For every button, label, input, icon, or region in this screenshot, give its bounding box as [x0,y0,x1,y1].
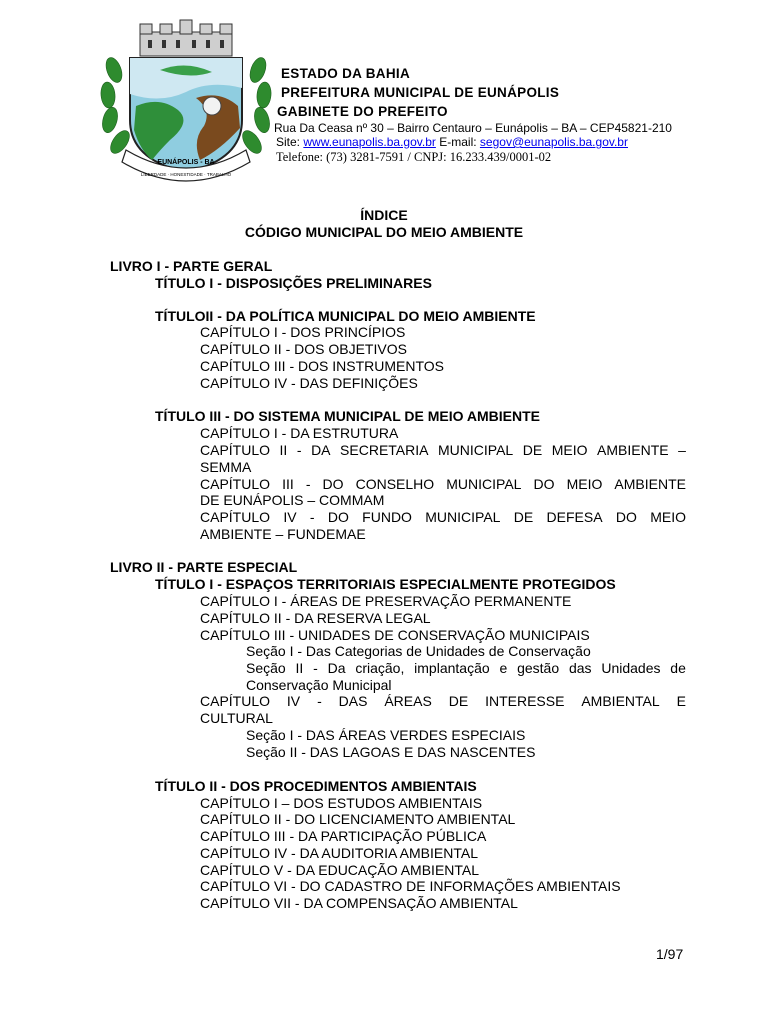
title-heading: TÍTULO I - ESPAÇOS TERRITORIAIS ESPECIALMENTE PROTEGIDOS [155,576,616,592]
header-prefecture: PREFEITURA MUNICIPAL DE EUNÁPOLIS [281,85,560,100]
title-heading: TÍTULO III - DO SISTEMA MUNICIPAL DE MEIO AMBIENTE [155,408,540,424]
index-title: ÍNDICE [360,207,408,223]
header-contact-line [276,135,628,149]
chapter-item: CAPÍTULO VII - DA COMPENSAÇÃO AMBIENTAL [200,895,518,911]
book-heading: LIVRO II - PARTE ESPECIAL [110,559,298,575]
crest-motto-text: LIBERDADE · HONESTIDADE · TRABALHO [140,172,232,177]
index-subtitle: CÓDIGO MUNICIPAL DO MEIO AMBIENTE [244,224,524,240]
chapter-item: CAPÍTULO IV - DO FUNDO MUNICIPAL DE DEFESA DO MEIO [200,509,686,525]
chapter-item-continued: AMBIENTE – FUNDEMAE [200,526,366,542]
section-item: Seção II - Da criação, implantação e gestão das Unidades de [246,660,686,676]
chapter-item: CAPÍTULO II - DA SECRETARIA MUNICIPAL DE MEIO AMBIENTE – [200,442,686,458]
header-phone-cnpj: Telefone: (73) 3281-7591 / CNPJ: 16.233.439/0001-02 [276,150,552,164]
site-link[interactable]: www.eunapolis.ba.gov.br [303,135,436,149]
chapter-item-continued: DE EUNÁPOLIS – COMMAM [200,492,385,508]
chapter-item: CAPÍTULO III - DA PARTICIPAÇÃO PÚBLICA [200,828,487,844]
chapter-item-continued: CULTURAL [200,710,273,726]
title-heading: TÍTULO II - DOS PROCEDIMENTOS AMBIENTAIS [155,778,477,794]
title-heading: TÍTULO I - DISPOSIÇÕES PRELIMINARES [155,275,432,291]
book-heading: LIVRO I - PARTE GERAL [110,258,273,274]
header-state: ESTADO DA BAHIA [281,66,410,81]
chapter-item: CAPÍTULO II - DOS OBJETIVOS [200,341,407,357]
chapter-item: CAPÍTULO I - DA ESTRUTURA [200,425,399,441]
header-address: Rua Da Ceasa nº 30 – Bairro Centauro – Eunápolis – BA – CEP45821-210 [274,121,672,135]
header-office: GABINETE DO PREFEITO [277,104,448,119]
chapter-item: CAPÍTULO IV - DA AUDITORIA AMBIENTAL [200,845,478,861]
title-heading: TÍTULOII - DA POLÍTICA MUNICIPAL DO MEIO AMBIENTE [155,308,536,324]
chapter-item: CAPÍTULO IV - DAS DEFINIÇÕES [200,375,418,391]
email-link[interactable]: segov@eunapolis.ba.gov.br [479,135,628,149]
chapter-item: CAPÍTULO I - ÁREAS DE PRESERVAÇÃO PERMANENTE [200,593,572,609]
chapter-item: CAPÍTULO III - DOS INSTRUMENTOS [200,358,444,374]
chapter-item: CAPÍTULO II - DO LICENCIAMENTO AMBIENTAL [200,811,516,827]
chapter-item: CAPÍTULO I – DOS ESTUDOS AMBIENTAIS [200,795,483,811]
site-label: Site: [276,135,301,149]
page-number: 1/97 [656,946,684,962]
chapter-item: CAPÍTULO II - DA RESERVA LEGAL [200,610,431,626]
chapter-item: CAPÍTULO III - DO CONSELHO MUNICIPAL DO MEIO AMBIENTE [200,476,686,492]
crest-banner-text: EUNÁPOLIS - BA [157,159,215,166]
chapter-item-continued: SEMMA [200,459,252,475]
section-item: Seção II - DAS LAGOAS E DAS NASCENTES [246,744,536,760]
chapter-item: CAPÍTULO III - UNIDADES DE CONSERVAÇÃO MUNICIPAIS [200,627,590,643]
chapter-item: CAPÍTULO I - DOS PRINCÍPIOS [200,324,406,340]
email-label: E-mail: [439,135,477,149]
section-item-continued: Conservação Municipal [246,677,392,693]
chapter-item: CAPÍTULO V - DA EDUCAÇÃO AMBIENTAL [200,862,480,878]
municipal-crest-logo [100,10,272,190]
section-item: Seção I - Das Categorias de Unidades de Conservação [246,643,591,659]
section-item: Seção I - DAS ÁREAS VERDES ESPECIAIS [246,727,526,743]
chapter-item: CAPÍTULO IV - DAS ÁREAS DE INTERESSE AMBIENTAL E [200,693,686,709]
chapter-item: CAPÍTULO VI - DO CADASTRO DE INFORMAÇÕES AMBIENTAIS [200,878,621,894]
